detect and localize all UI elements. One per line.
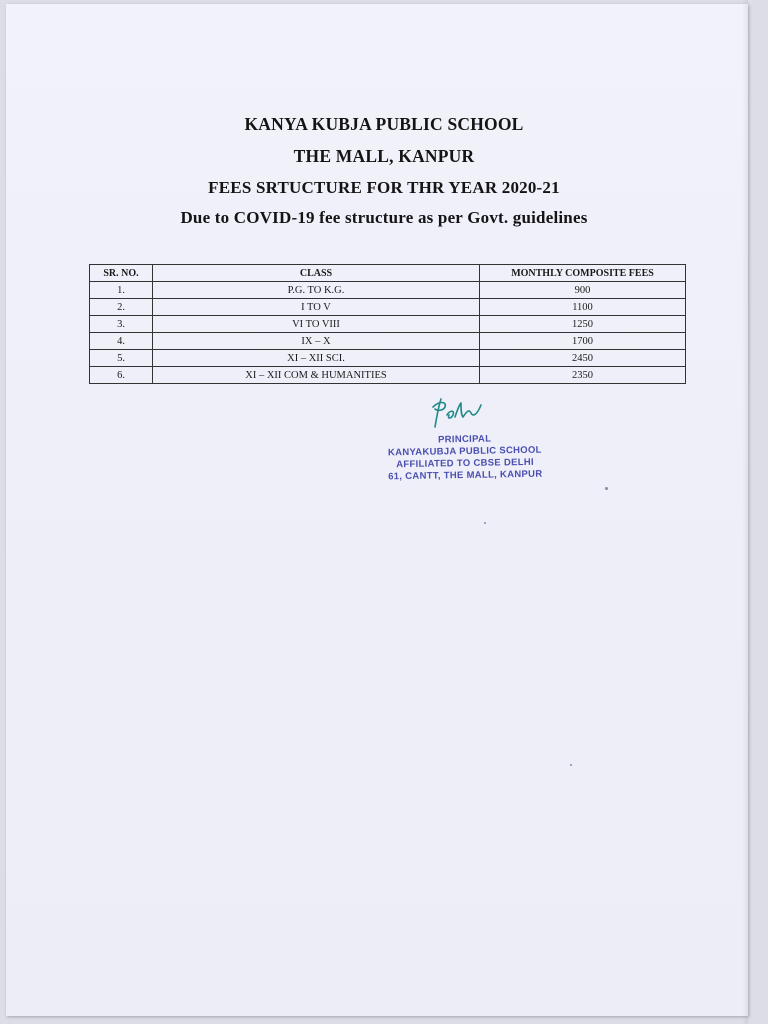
column-header-sr-no: SR. NO. xyxy=(90,265,153,282)
sr-no-cell: 4. xyxy=(90,333,153,350)
scan-speck xyxy=(570,764,572,766)
fee-cell: 2350 xyxy=(480,367,686,384)
scan-speck xyxy=(484,522,486,524)
class-cell: XI – XII SCI. xyxy=(153,350,480,367)
fee-structure-table xyxy=(89,264,686,384)
table-row xyxy=(90,282,686,299)
fee-cell: 1700 xyxy=(480,333,686,350)
fee-cell: 2450 xyxy=(480,350,686,367)
stamp-title: PRINCIPAL xyxy=(437,433,492,446)
table-row xyxy=(90,350,686,367)
sr-no-cell: 1. xyxy=(90,282,153,299)
table-row xyxy=(90,316,686,333)
school-name: KANYA KUBJA PUBLIC SCHOOL xyxy=(244,114,524,134)
fee-cell: 1250 xyxy=(480,316,686,333)
class-cell: I TO V xyxy=(153,299,480,316)
fee-cell: 1100 xyxy=(480,299,686,316)
principal-signature xyxy=(425,393,495,435)
sr-no-cell: 3. xyxy=(90,316,153,333)
sr-no-cell: 6. xyxy=(90,367,153,384)
sr-no-cell: 2. xyxy=(90,299,153,316)
document-subtitle: Due to COVID-19 fee structure as per Govt. guidelines xyxy=(180,208,588,227)
table-row xyxy=(90,333,686,350)
principal-stamp xyxy=(372,432,559,483)
table-row xyxy=(90,367,686,384)
scan-speck xyxy=(605,487,608,490)
class-cell: IX – X xyxy=(153,333,480,350)
column-header-monthly-fees: MONTHLY COMPOSITE FEES xyxy=(480,265,686,282)
stamp-school: KANYAKUBJA PUBLIC SCHOOL xyxy=(387,444,542,459)
school-location: THE MALL, KANPUR xyxy=(293,146,475,166)
document-title: FEES SRTUCTURE FOR THR YEAR 2020-21 xyxy=(208,178,560,197)
class-cell: P.G. TO K.G. xyxy=(153,282,480,299)
column-header-class: CLASS xyxy=(153,265,480,282)
table-header-row xyxy=(90,265,686,282)
table-row xyxy=(90,299,686,316)
class-cell: VI TO VIII xyxy=(153,316,480,333)
stamp-affiliation: AFFILIATED TO CBSE DELHI xyxy=(396,456,535,471)
stamp-address: 61, CANTT, THE MALL, KANPUR xyxy=(388,468,543,483)
class-cell: XI – XII COM & HUMANITIES xyxy=(153,367,480,384)
fee-cell: 900 xyxy=(480,282,686,299)
sr-no-cell: 5. xyxy=(90,350,153,367)
